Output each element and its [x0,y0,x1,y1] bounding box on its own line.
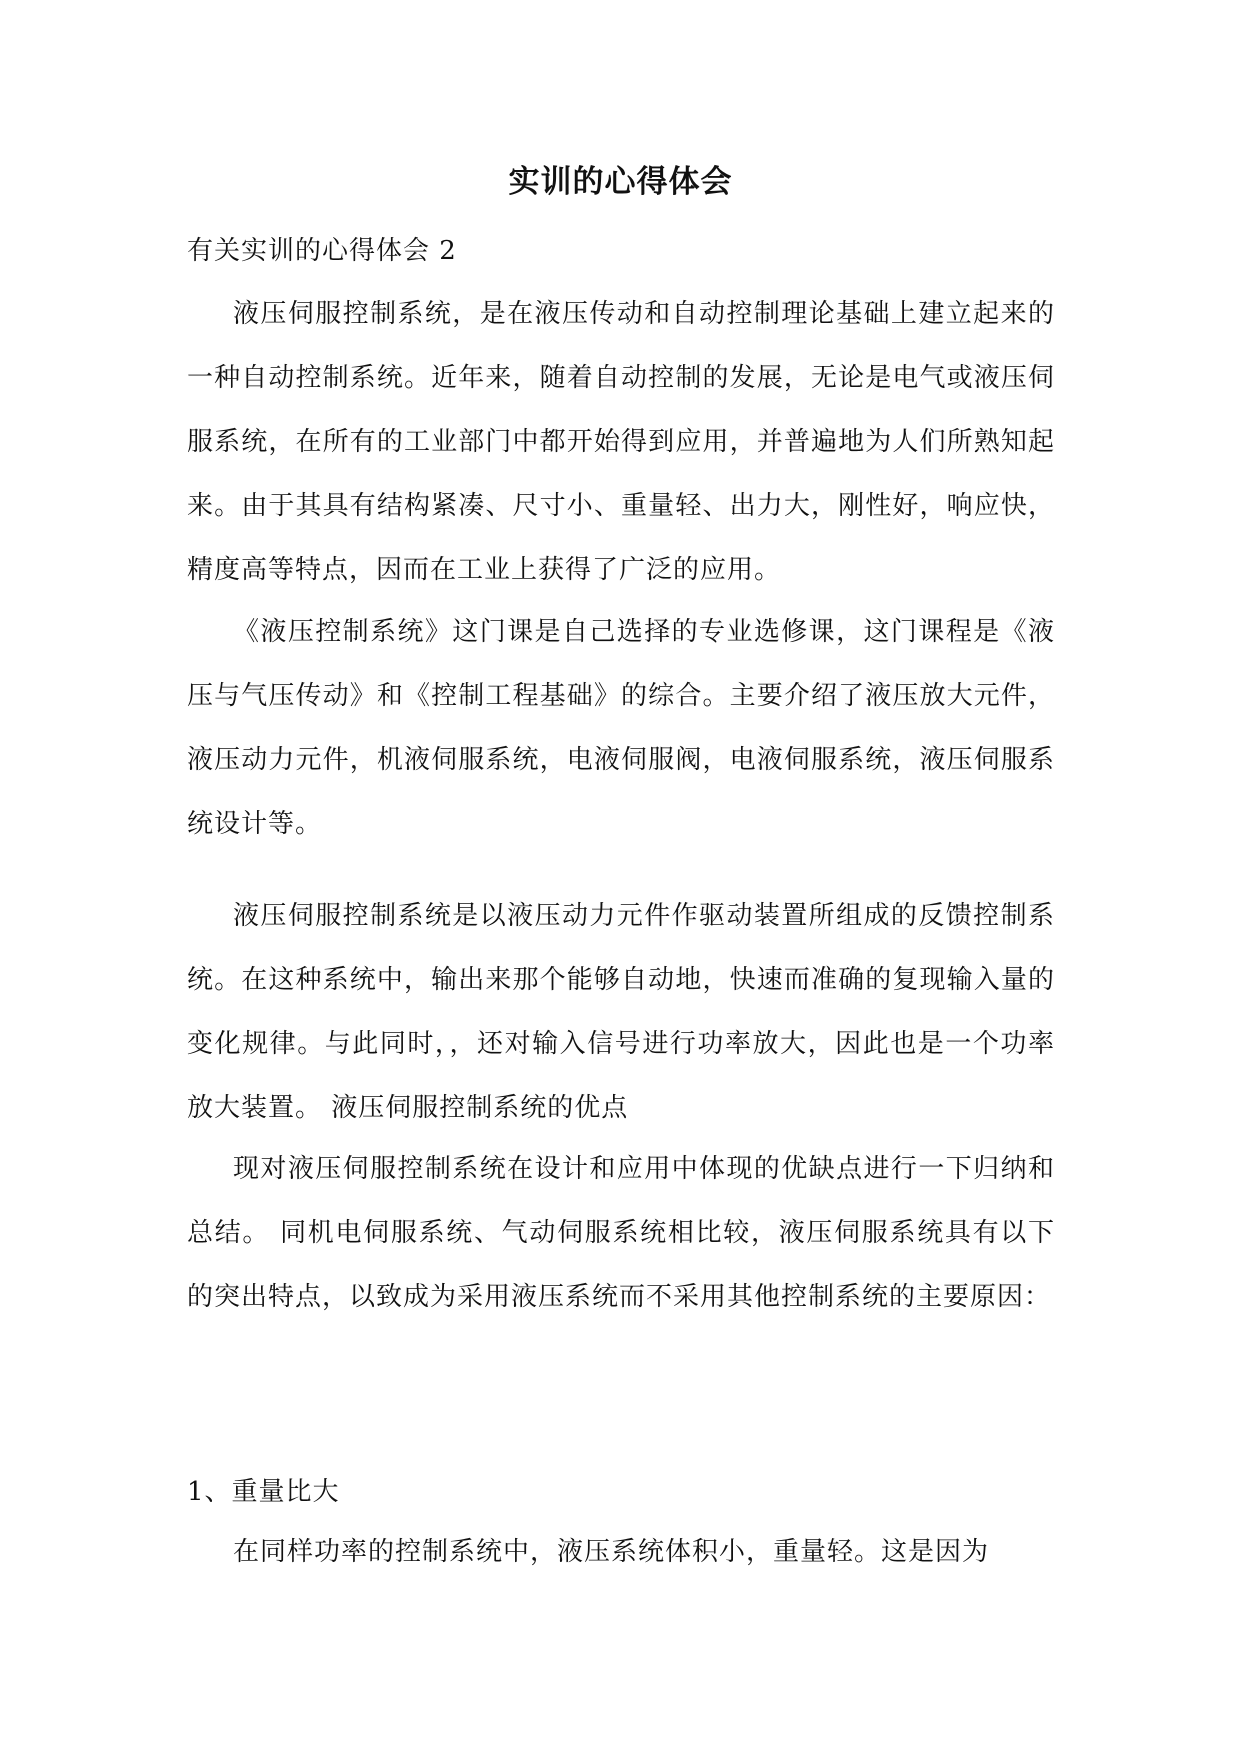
document-subtitle: 有关实训的心得体会 2 [187,236,457,266]
paragraph-5: 在同样功率的控制系统中，液压系统体积小，重量轻。这是因为 [233,1537,990,1567]
paragraph-4: 现对液压伺服控制系统在设计和应用中体现的优缺点进行一下归纳和总结。 同机电伺服系统、气动伺服系统相比较，液压伺服系统具有以下的突出特点，以致成为采用液压系统而不采用其他控制系统的主要原因： [187,1154,1055,1312]
section-heading-1: 1、重量比大 [187,1477,340,1507]
paragraph-3: 液压伺服控制系统是以液压动力元件作驱动装置所组成的反馈控制系统。在这种系统中，输出来那个能够自动地，快速而准确的复现输入量的变化规律。与此同时，，还对输入信号进行功率放大，因此也是一个功率放大装置。 液压伺服控制系统的优点 [187,901,1055,1123]
paragraph-2: 《液压控制系统》这门课是自己选择的专业选修课，这门课程是《液压与气压传动》和《控制工程基础》的综合。主要介绍了液压放大元件，液压动力元件，机液伺服系统，电液伺服阀，电液伺服系统，液压伺服系统设计等。 [187,617,1055,839]
document-title: 实训的心得体会 [508,164,733,200]
paragraph-1: 液压伺服控制系统，是在液压传动和自动控制理论基础上建立起来的一种自动控制系统。近年来，随着自动控制的发展，无论是电气或液压伺服系统，在所有的工业部门中都开始得到应用，并普遍地为人们所熟知起来。由于其具有结构紧凑、尺寸小、重量轻、出力大，刚性好，响应快，精度高等特点，因而在工业上获得了广泛的应用。 [187,299,1055,585]
